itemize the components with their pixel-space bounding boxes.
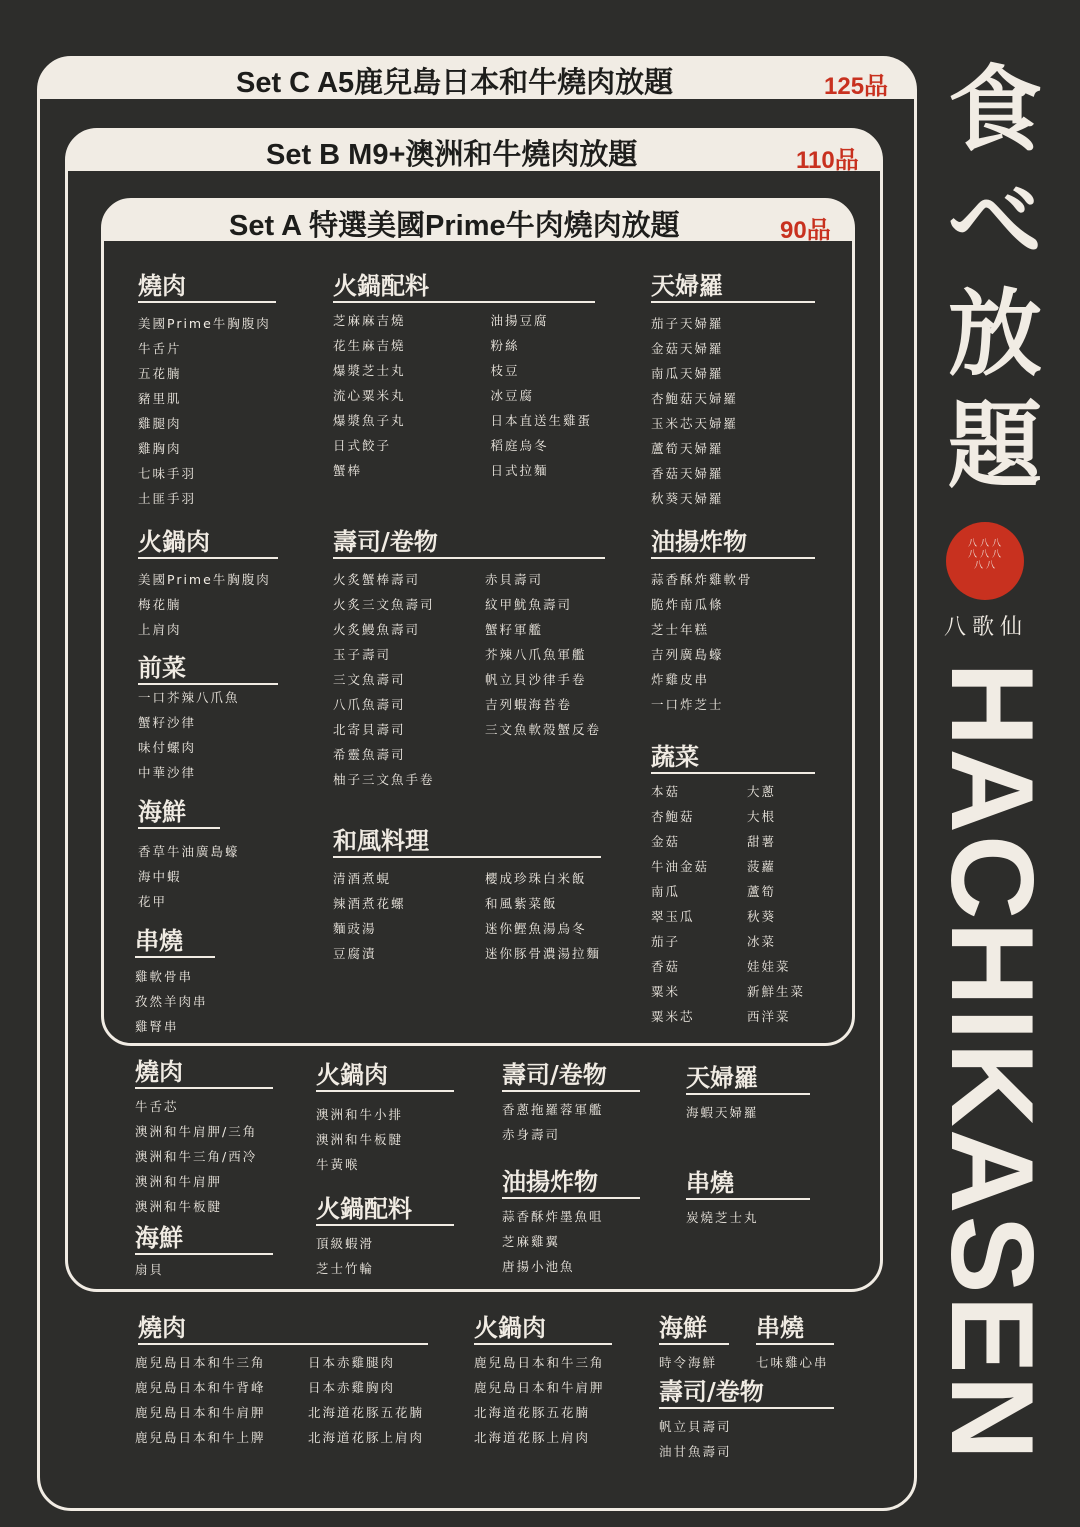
item-list (651, 311, 815, 511)
menu-item: 炸雞皮串 (651, 672, 710, 687)
menu-item: 三文魚軟殼蟹反卷 (484, 722, 601, 737)
menu-item: 蘆筍天婦羅 (651, 441, 724, 456)
menu-item: 翠玉瓜 (651, 909, 695, 924)
menu-item: 三文魚壽司 (333, 672, 406, 687)
menu-item: 豆腐漬 (333, 946, 377, 961)
set-b-seafood (135, 1224, 273, 1282)
section-title: 燒肉 (138, 1314, 428, 1345)
menu-item: 吉列廣島蠔 (651, 647, 724, 662)
set-a-appetizer (138, 654, 278, 785)
side-title-char: 食 (947, 56, 1042, 165)
menu-item: 柚子三文魚手卷 (333, 772, 435, 787)
item-list (316, 1102, 454, 1177)
menu-item: 粉絲 (490, 338, 520, 353)
menu-item: 鹿兒島日本和牛肩胛 (135, 1405, 266, 1420)
menu-item: 澳洲和牛板腱 (316, 1132, 404, 1147)
set-b-sushi (502, 1061, 640, 1147)
menu-item: 八爪魚壽司 (333, 697, 406, 712)
menu-item: 牛舌芯 (135, 1099, 179, 1114)
menu-item: 希靈魚壽司 (333, 747, 406, 762)
menu-item: 鹿兒島日本和牛三角 (474, 1355, 605, 1370)
item-list (138, 839, 240, 914)
menu-item: 茄子 (651, 934, 681, 949)
set-a-yakiniku (138, 272, 276, 511)
menu-item: 玉米芯天婦羅 (651, 416, 739, 431)
menu-item: 本菇 (651, 784, 681, 799)
section-title: 火鍋肉 (474, 1314, 612, 1345)
menu-item: 甜薯 (747, 834, 777, 849)
item-list (308, 1350, 424, 1450)
menu-item: 秋葵天婦羅 (651, 491, 724, 506)
menu-item: 美國Prime牛胸腹肉 (138, 572, 271, 587)
item-list (333, 866, 406, 966)
menu-item: 爆漿芝士丸 (333, 363, 406, 378)
side-title-char: 放 (947, 280, 1042, 389)
menu-item: 雞腿肉 (138, 416, 182, 431)
menu-item: 粟米 (651, 984, 681, 999)
menu-item: 一口芥辣八爪魚 (138, 690, 240, 705)
menu-item: 澳洲和牛板腱 (135, 1199, 223, 1214)
section-title: 壽司/卷物 (502, 1061, 640, 1092)
item-list (490, 308, 592, 483)
menu-item: 北海道花豚五花腩 (307, 1405, 424, 1420)
menu-item: 北海道花豚五花腩 (474, 1405, 591, 1420)
item-list (502, 1097, 640, 1147)
menu-item: 澳洲和牛肩胛/三角 (135, 1124, 258, 1139)
item-list (138, 567, 278, 642)
menu-item: 櫻成珍珠白米飯 (484, 871, 587, 886)
menu-item: 粟米芯 (651, 1009, 695, 1024)
section-title: 壽司/卷物 (659, 1378, 834, 1409)
section-title: 火鍋肉 (138, 528, 278, 559)
section-title: 壽司/卷物 (333, 528, 605, 559)
menu-item: 蟹棒 (333, 463, 363, 478)
menu-item: 西洋菜 (747, 1009, 791, 1024)
menu-item: 鹿兒島日本和牛肩胛 (474, 1380, 605, 1395)
menu-item: 菠蘿 (747, 859, 777, 874)
menu-item: 雞胸肉 (138, 441, 182, 456)
set-b-skewers (686, 1169, 810, 1230)
menu-item: 紋甲魷魚壽司 (484, 597, 572, 612)
menu-item: 日本赤雞胸肉 (307, 1380, 395, 1395)
set-c-sushi (659, 1378, 834, 1464)
set-c-title: Set C A5鹿兒島日本和牛燒肉放題 (236, 67, 674, 99)
menu-item: 日式拉麵 (490, 463, 549, 478)
menu-item: 蒜香酥炸墨魚咀 (502, 1209, 604, 1224)
menu-item: 蘆筍 (747, 884, 777, 899)
menu-item: 五花腩 (138, 366, 182, 381)
set-a-sushi (333, 528, 605, 792)
menu-item: 日本直送生雞蛋 (490, 413, 592, 428)
menu-item: 日式餃子 (333, 438, 392, 453)
menu-item: 上肩肉 (138, 622, 182, 637)
menu-item: 秋葵 (747, 909, 777, 924)
side-title-char: べ (947, 168, 1042, 277)
item-list (485, 866, 601, 966)
menu-item: 鹿兒島日本和牛三角 (135, 1355, 266, 1370)
section-title: 油揚炸物 (651, 528, 815, 559)
menu-item: 南瓜天婦羅 (651, 366, 724, 381)
set-c-hotpot-meat (474, 1314, 612, 1450)
menu-item: 鹿兒島日本和牛上脾 (135, 1430, 266, 1445)
section-title: 串燒 (135, 927, 215, 958)
menu-item: 牛油金菇 (651, 859, 710, 874)
menu-item: 孜然羊肉串 (135, 994, 208, 1009)
menu-item: 芝麻麻吉燒 (333, 313, 406, 328)
set-c-skewers (756, 1314, 834, 1375)
section-title: 海鮮 (138, 798, 220, 829)
menu-item: 稻庭烏冬 (490, 438, 549, 453)
logo-marks: 八八八 八八八 八八 (968, 539, 1005, 571)
set-b-title: Set B M9+澳洲和牛燒肉放題 (266, 139, 638, 171)
set-b-hotpot-meat (316, 1061, 454, 1177)
menu-item: 油揚豆腐 (490, 313, 549, 328)
set-a-hotpot-meat (138, 528, 278, 642)
menu-item: 日本赤雞腿肉 (307, 1355, 395, 1370)
menu-item: 冰豆腐 (490, 388, 534, 403)
menu-item: 枝豆 (490, 363, 520, 378)
section-title: 火鍋配料 (333, 272, 595, 303)
menu-item: 茄子天婦羅 (651, 316, 724, 331)
section-title: 油揚炸物 (502, 1168, 640, 1199)
menu-item: 大蔥 (747, 784, 777, 799)
menu-item: 清酒煮蜆 (333, 871, 392, 886)
menu-item: 牛黃喉 (316, 1157, 360, 1172)
side-title (945, 55, 1045, 503)
set-b-hotpot-ingredients (316, 1195, 454, 1281)
set-a-tempura (651, 272, 815, 511)
menu-item: 美國Prime牛胸腹肉 (138, 316, 271, 331)
menu-item: 火炙鰻魚壽司 (333, 622, 421, 637)
item-list (651, 567, 815, 717)
item-list (686, 1100, 810, 1125)
menu-item: 七味雞心串 (756, 1355, 829, 1370)
menu-item: 金菇天婦羅 (651, 341, 724, 356)
item-list (135, 1350, 266, 1450)
item-list (135, 1257, 273, 1282)
menu-item: 豬里肌 (138, 391, 182, 406)
item-list (502, 1204, 640, 1279)
menu-item: 北寄貝壽司 (333, 722, 406, 737)
set-c-count: 125品 (824, 73, 889, 100)
item-list (138, 311, 276, 511)
section-title: 燒肉 (135, 1058, 273, 1089)
section-title: 海鮮 (659, 1314, 729, 1345)
menu-item: 南瓜 (651, 884, 681, 899)
menu-item: 吉列蝦海苔卷 (484, 697, 572, 712)
menu-item: 迷你鰹魚湯烏冬 (484, 921, 587, 936)
item-list (651, 779, 709, 1029)
section-title: 火鍋肉 (316, 1061, 454, 1092)
section-title: 天婦羅 (651, 272, 815, 303)
menu-item: 帆立貝壽司 (659, 1419, 732, 1434)
menu-item: 北海道花豚上肩肉 (474, 1430, 591, 1445)
item-list (747, 779, 813, 1029)
menu-item: 麵豉湯 (333, 921, 377, 936)
menu-item: 時令海鮮 (659, 1355, 718, 1370)
menu-item: 七味手羽 (138, 466, 197, 481)
menu-item: 炭燒芝士丸 (686, 1210, 759, 1225)
menu-item: 中華沙律 (138, 765, 197, 780)
section-title: 蔬菜 (651, 743, 815, 774)
menu-item: 油甘魚壽司 (659, 1444, 732, 1459)
menu-item: 娃娃菜 (747, 959, 791, 974)
item-list (138, 685, 278, 785)
menu-item: 大根 (747, 809, 777, 824)
menu-item: 蟹籽沙律 (138, 715, 197, 730)
menu-item: 和風紫菜飯 (484, 896, 558, 911)
menu-item: 香蔥拖羅蓉軍艦 (502, 1102, 604, 1117)
item-list (135, 964, 215, 1039)
section-title: 串燒 (756, 1314, 834, 1345)
set-a-count: 90品 (780, 217, 831, 244)
section-title: 串燒 (686, 1169, 810, 1200)
section-title: 海鮮 (135, 1224, 273, 1255)
menu-item: 頂級蝦滑 (316, 1236, 375, 1251)
menu-item: 扇貝 (135, 1262, 165, 1277)
menu-item: 澳洲和牛小排 (316, 1107, 404, 1122)
item-list (659, 1350, 729, 1375)
section-title: 火鍋配料 (316, 1195, 454, 1226)
menu-item: 芝士年糕 (651, 622, 710, 637)
menu-item: 冰菜 (747, 934, 777, 949)
item-list (333, 567, 435, 792)
menu-item: 味付螺肉 (138, 740, 197, 755)
menu-item: 辣酒煮花螺 (333, 896, 406, 911)
menu-item: 金菇 (651, 834, 681, 849)
menu-item: 迷你豚骨濃湯拉麵 (484, 946, 601, 961)
menu-item: 芝麻雞翼 (502, 1234, 561, 1249)
set-b-yakiniku (135, 1058, 273, 1219)
menu-item: 火炙三文魚壽司 (333, 597, 435, 612)
item-list (686, 1205, 810, 1230)
menu-item: 鹿兒島日本和牛背峰 (135, 1380, 266, 1395)
menu-item: 雞腎串 (135, 1019, 179, 1034)
item-list (659, 1414, 834, 1464)
menu-item: 赤貝壽司 (484, 572, 543, 587)
menu-item: 赤身壽司 (502, 1127, 561, 1142)
menu-item: 火炙蟹棒壽司 (333, 572, 421, 587)
menu-item: 杏鮑菇天婦羅 (651, 391, 739, 406)
section-title: 和風料理 (333, 827, 601, 858)
menu-item: 爆漿魚子丸 (333, 413, 406, 428)
item-list (316, 1231, 454, 1281)
item-list (474, 1350, 612, 1450)
set-b-count: 110品 (796, 147, 859, 174)
item-list (485, 567, 601, 792)
item-list (333, 308, 406, 483)
set-a-hotpot-ingredients (333, 272, 595, 483)
menu-item: 香草牛油廣島蠔 (138, 844, 240, 859)
menu-item: 脆炸南瓜條 (651, 597, 724, 612)
menu-item: 澳洲和牛肩胛 (135, 1174, 223, 1189)
brand-logo (946, 522, 1024, 600)
menu-item: 北海道花豚上肩肉 (307, 1430, 424, 1445)
item-list (756, 1350, 834, 1375)
menu-item: 香菇 (651, 959, 681, 974)
menu-item: 花生麻吉燒 (333, 338, 406, 353)
set-a-seafood (138, 797, 240, 914)
menu-item: 梅花腩 (138, 597, 182, 612)
menu-item: 牛舌片 (138, 341, 182, 356)
brand-name-english: HACHIKASEN (927, 662, 1058, 1463)
menu-item: 蟹籽軍艦 (484, 622, 543, 637)
brand-name-chinese: 八歌仙 (943, 615, 1028, 640)
menu-item: 雞軟骨串 (135, 969, 194, 984)
menu-item: 芥辣八爪魚軍艦 (484, 647, 587, 662)
set-b-tempura (686, 1064, 810, 1125)
set-a-japanese (333, 827, 601, 966)
menu-item: 一口炸芝士 (651, 697, 724, 712)
set-a-skewers (135, 927, 215, 1039)
section-title: 前菜 (138, 654, 278, 685)
side-title-char: 題 (947, 392, 1042, 501)
menu-item: 土匪手羽 (138, 491, 197, 506)
section-title: 天婦羅 (686, 1064, 810, 1095)
menu-item: 玉子壽司 (333, 647, 392, 662)
menu-item: 唐揚小池魚 (502, 1259, 575, 1274)
menu-item: 新鮮生菜 (747, 984, 806, 999)
section-title: 燒肉 (138, 272, 276, 303)
menu-item: 杏鮑菇 (651, 809, 695, 824)
set-a-fried (651, 528, 815, 717)
menu-item: 花甲 (138, 894, 168, 909)
set-b-fried (502, 1168, 640, 1279)
menu-item: 澳洲和牛三角/西冷 (135, 1149, 258, 1164)
menu-item: 海中蝦 (138, 869, 182, 884)
menu-item: 海蝦天婦羅 (686, 1105, 759, 1120)
menu-item: 香菇天婦羅 (651, 466, 724, 481)
menu-item: 帆立貝沙律手卷 (484, 672, 587, 687)
menu-item: 芝士竹輪 (316, 1261, 375, 1276)
set-c-seafood (659, 1314, 729, 1375)
menu-item: 流心粟米丸 (333, 388, 406, 403)
item-list (135, 1094, 273, 1219)
set-a-vegetables (651, 743, 815, 1029)
menu-item: 蒜香酥炸雞軟骨 (651, 572, 753, 587)
set-a-title: Set A 特選美國Prime牛肉燒肉放題 (229, 210, 680, 242)
set-c-yakiniku (135, 1313, 428, 1450)
